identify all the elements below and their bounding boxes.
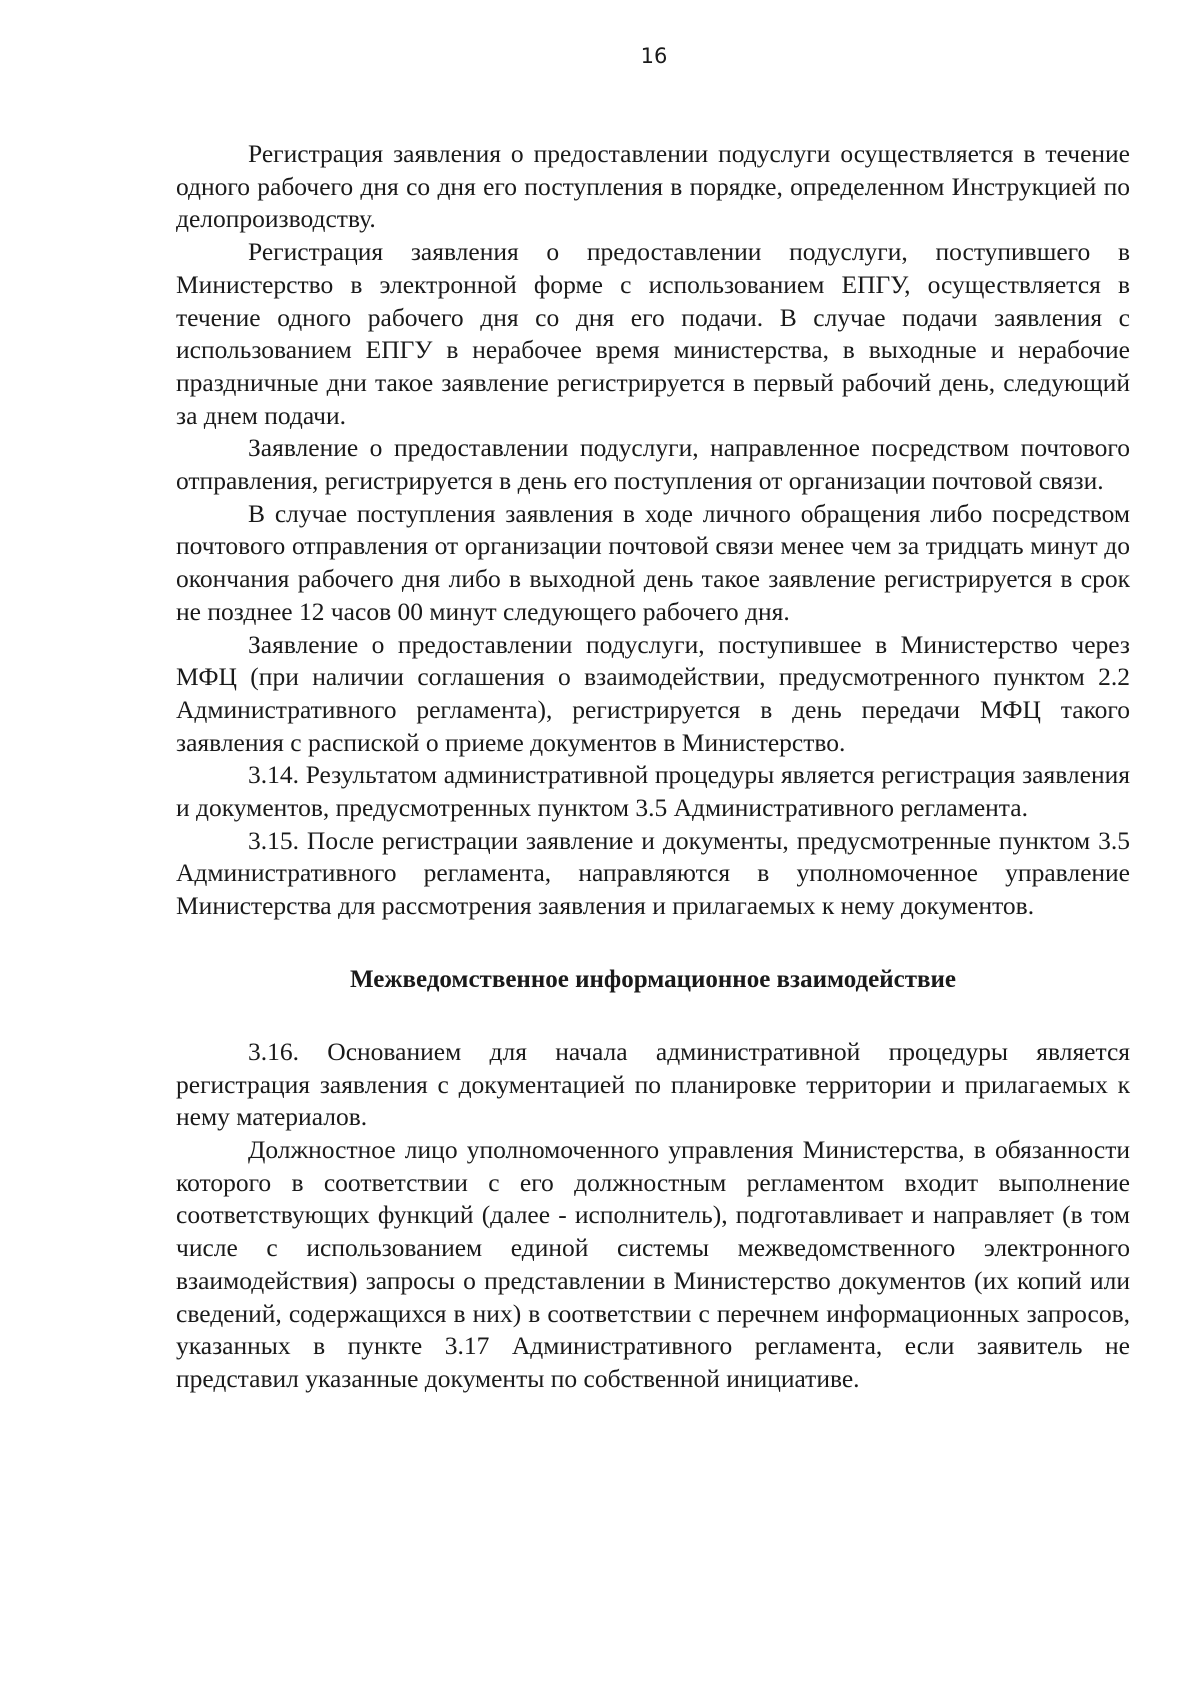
document-body xyxy=(176,138,1130,1396)
paragraph: Заявление о предоставлении подуслуги, направленное посредством почтового отправления, регистрируется в день его поступления от организации почтовой связи. xyxy=(176,433,1130,496)
paragraph: Регистрация заявления о предоставлении подуслуги, поступившего в Министерство в электронной форме с использованием ЕПГУ, осуществляется в течение одного рабочего дня со дня его подачи. В случае подачи заявления с использованием ЕПГУ в нерабочее время министерства, в выходные и нерабочие праздничные дни такое заявление регистрируется в первый рабочий день, следующий за днем подачи. xyxy=(176,237,1130,430)
paragraph: Заявление о предоставлении подуслуги, поступившее в Министерство через МФЦ (при наличии соглашения о взаимодействии, предусмотренного пунктом 2.2 Административного регламента), регистрируется в день передачи МФЦ такого заявления с распиской о приеме документов в Министерство. xyxy=(176,629,1130,757)
paragraph: В случае поступления заявления в ходе личного обращения либо посредством почтового отправления от организации почтовой связи менее чем за тридцать минут до окончания рабочего дня либо в выходной день такое заявление регистрируется в срок не позднее 12 часов 00 минут следующего рабочего дня. xyxy=(176,498,1130,626)
paragraph: 3.14. Результатом административной процедуры является регистрация заявления и документов, предусмотренных пунктом 3.5 Административного регламента. xyxy=(176,760,1130,823)
paragraph: 3.16. Основанием для начала административной процедуры является регистрация заявления с документацией по планировке территории и прилагаемых к нему материалов. xyxy=(176,1036,1130,1132)
section-heading: Межведомственное информационное взаимодействие xyxy=(350,965,956,993)
paragraph: 3.15. После регистрации заявление и документы, предусмотренные пунктом 3.5 Административного регламента, направляются в уполномоченное управление Министерства для рассмотрения заявления и прилагаемых к нему документов. xyxy=(176,825,1130,921)
page-number: 16 xyxy=(640,44,668,68)
paragraph: Регистрация заявления о предоставлении подуслуги осуществляется в течение одного рабочего дня со дня его поступления в порядке, определенном Инструкцией по делопроизводству. xyxy=(176,139,1130,234)
paragraph: Должностное лицо уполномоченного управления Министерства, в обязанности которого в соответствии с его должностным регламентом входит выполнение соответствующих функций (далее - исполнитель), подготавливает и направляет (в том числе с использованием единой системы межведомственного электронного взаимодействия) запросы о представлении в Министерство документов (их копий или сведений, содержащихся в них) в соответствии с перечнем информационных запросов, указанных в пункте 3.17 Административного регламента, если заявитель не представил указанные документы по собственной инициативе. xyxy=(176,1134,1130,1393)
